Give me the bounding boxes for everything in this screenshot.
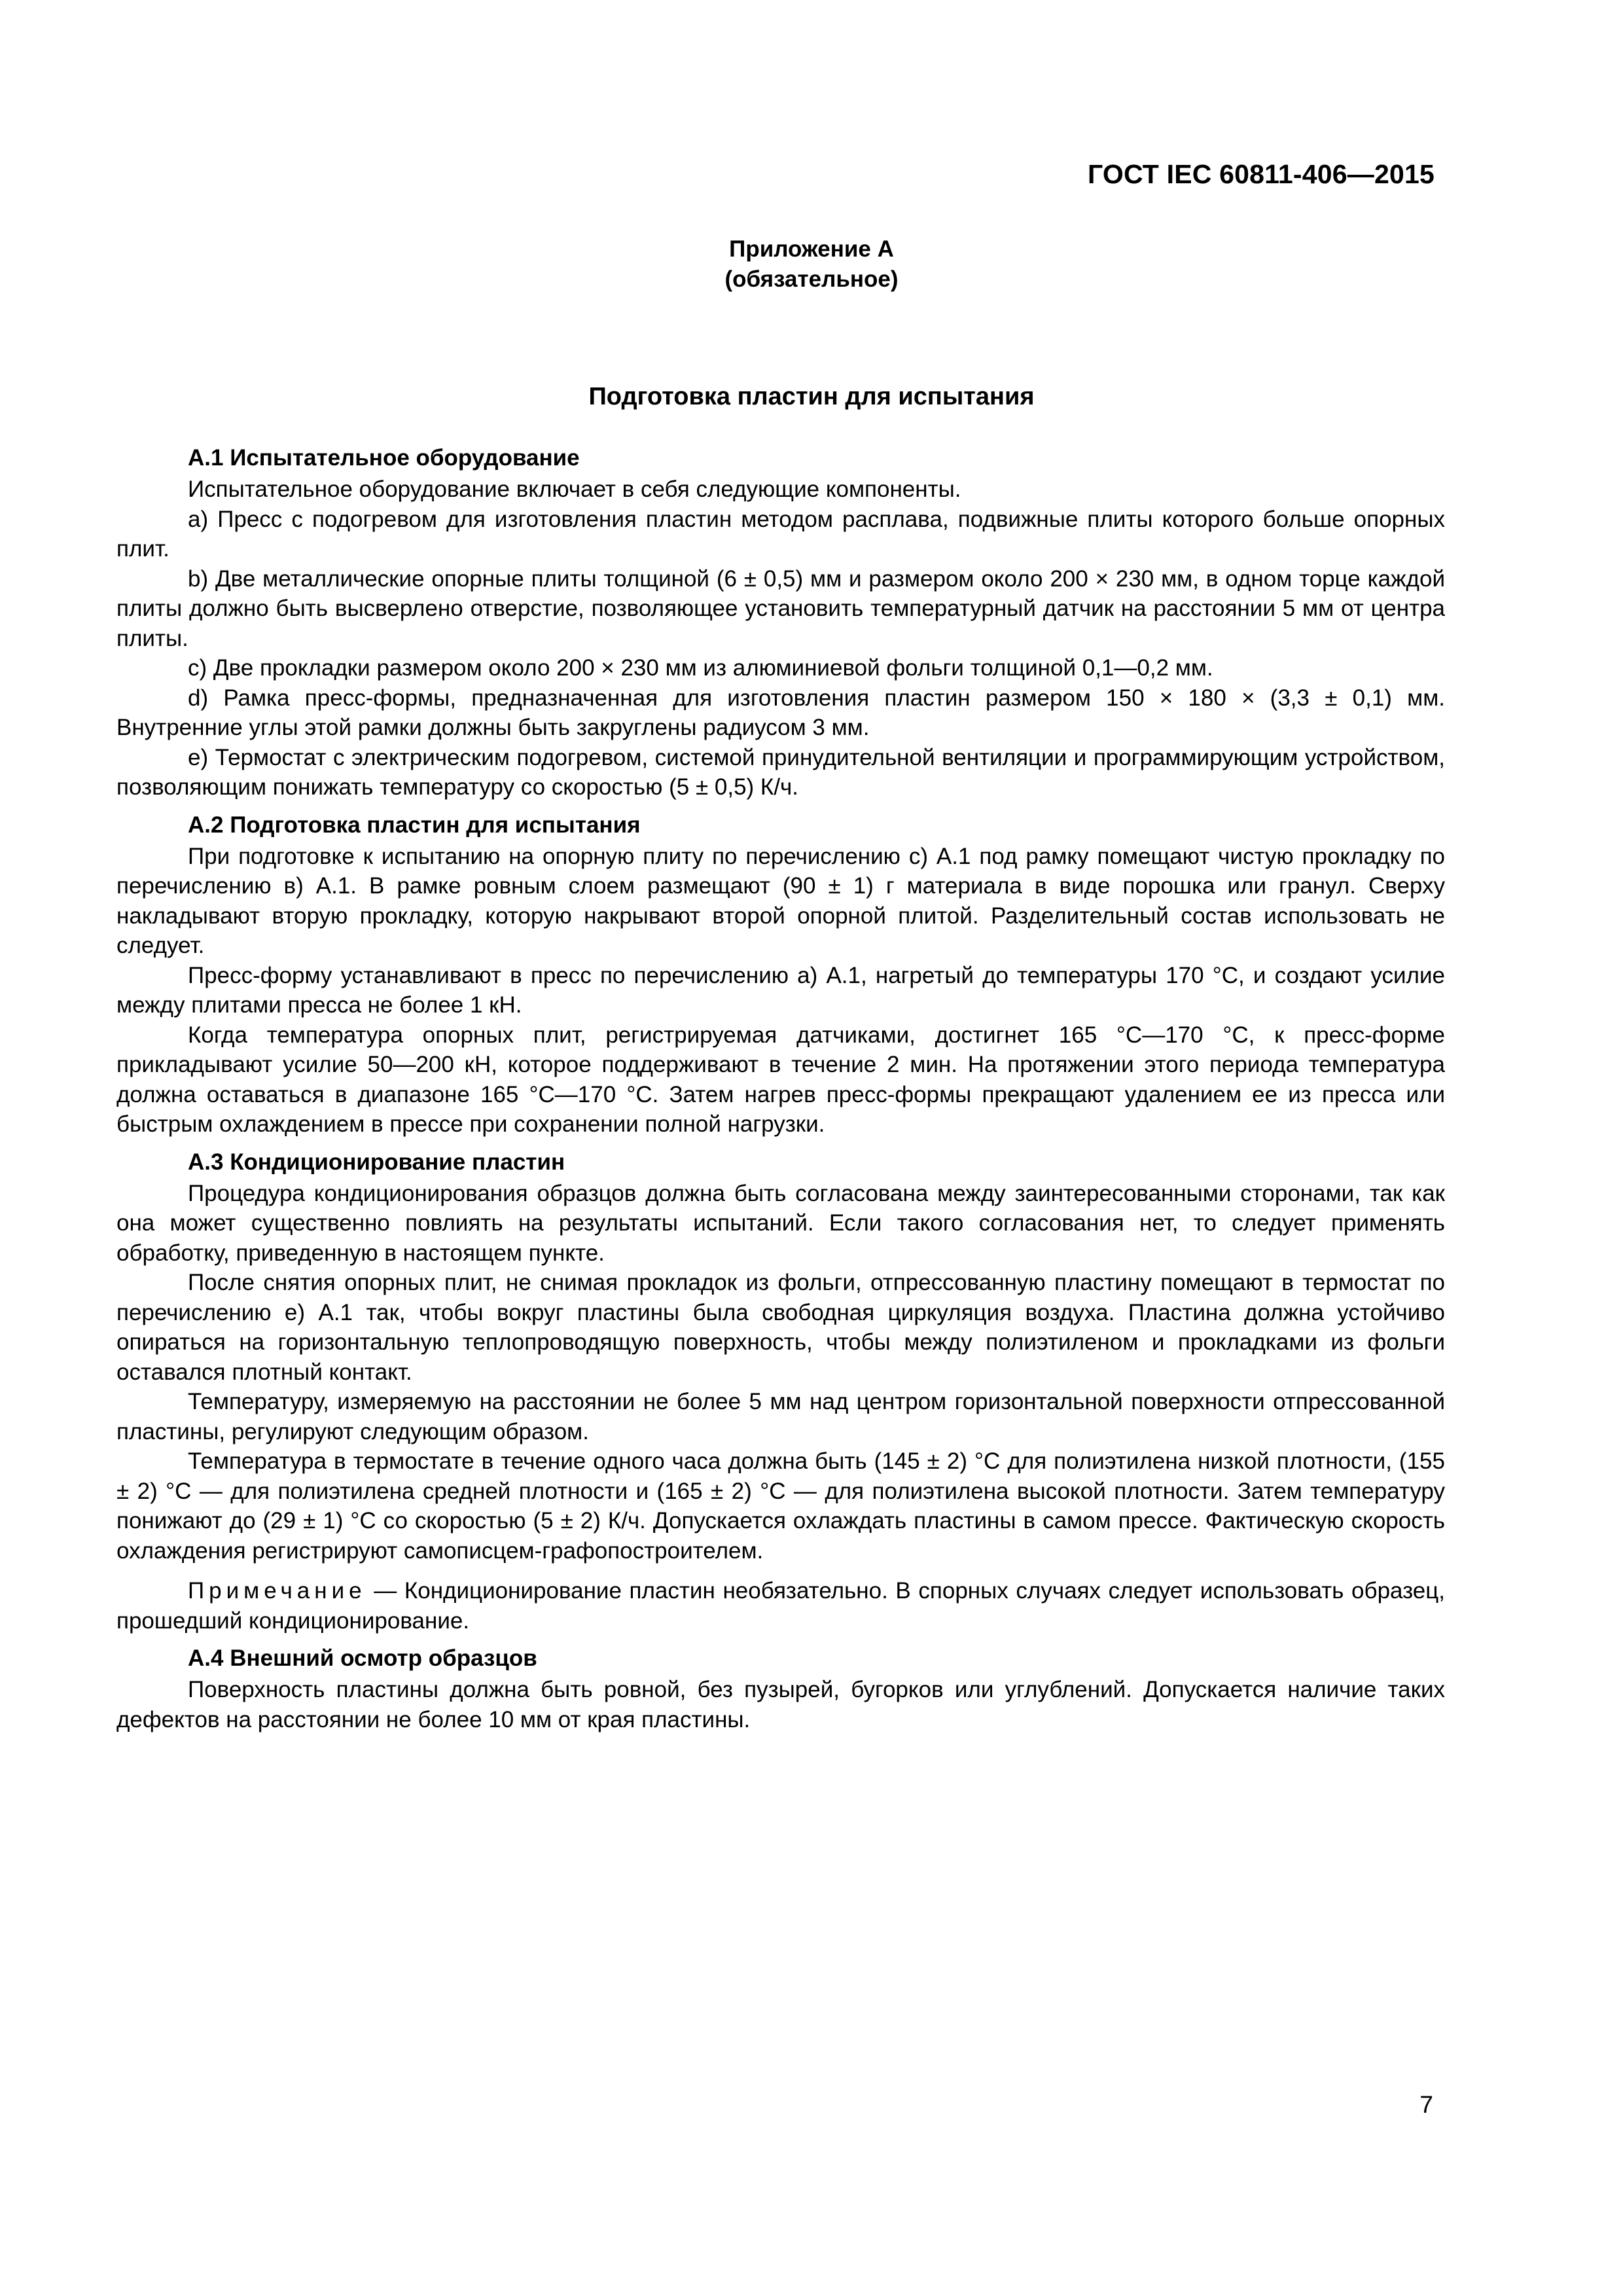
- paragraph: Пресс-форму устанавливают в пресс по перечислению а) А.1, нагретый до температуры 170 °С, и создают усилие между плитами пресса не более 1 кН.: [116, 962, 1445, 1018]
- list-item: c) Две прокладки размером около 200 × 230 мм из алюминиевой фольги толщиной 0,1—0,2 мм.: [188, 655, 1213, 681]
- list-item: d) Рамка пресс-формы, предназначенная для изготовления пластин размером 150 × 180 × (3,3 ± 0,1) мм. Внутренние углы этой рамки должны быть закруглены радиусом 3 мм.: [116, 685, 1445, 740]
- paragraph: При подготовке к испытанию на опорную плиту по перечислению c) А.1 под рамку помещают чистую прокладку по перечислению в) А.1. В рамке ровным слоем размещают (90 ± 1) г материала в виде порошка или гранул. Сверху накладывают вторую прокладку, которую накрывают второй опорной плитой. Разделительный состав использовать не следует.: [116, 843, 1445, 958]
- document-body: [116, 442, 1445, 1734]
- list-item: e) Термостат с электрическим подогревом, системой принудительной вентиляции и программирующим устройством, позволяющим понижать температуру со скоростью (5 ± 0,5) К/ч.: [116, 744, 1445, 800]
- paragraph: После снятия опорных плит, не снимая прокладок из фольги, отпрессованную пластину помещают в термостат по перечислению е) А.1 так, чтобы вокруг пластины была свободная циркуляция воздуха. Пластина должна устойчиво опираться на горизонтальную теплопроводящую поверхность, чтобы между полиэтиленом и прокладками из фольги оставался плотный контакт.: [116, 1270, 1445, 1385]
- paragraph: Когда температура опорных плит, регистрируемая датчиками, достигнет 165 °С—170 °С, к пресс-форме прикладывают усилие 50—200 кН, которое поддерживают в течение 2 мин. На протяжении этого периода температура должна оставаться в диапазоне 165 °С—170 °С. Затем нагрев пресс-формы прекращают удалением ее из пресса или быстрым охлаждением в прессе при сохранении полной нагрузки.: [116, 1022, 1445, 1137]
- section-heading: А.3 Кондиционирование пластин: [188, 1149, 565, 1175]
- annex-label: Приложение А: [729, 236, 894, 262]
- paragraph: Температура в термостате в течение одного часа должна быть (145 ± 2) °С для полиэтилена низкой плотности, (155 ± 2) °С — для полиэтилена средней плотности и (165 ± 2) °С — для полиэтилена высокой плотности. Затем температуру понижают до (29 ± 1) °С со скоростью (5 ± 2) К/ч. Допускается охлаждать пластины в самом прессе. Фактическую скорость охлаждения регистрируют самописцем-графопостроителем.: [116, 1448, 1445, 1564]
- note: [116, 1576, 1445, 1636]
- paragraph: Процедура кондиционирования образцов должна быть согласована между заинтересованными сторонами, так как она может существенно повлиять на результаты испытаний. Если такого согласования нет, то следует применять обработку, приведенную в настоящем пункте.: [116, 1180, 1445, 1266]
- document-code: ГОСТ IEC 60811-406—2015: [1088, 159, 1435, 189]
- section-a3: [116, 1146, 1445, 1636]
- section-a2: [116, 809, 1445, 1139]
- paragraph: Испытательное оборудование включает в себя следующие компоненты.: [188, 476, 961, 502]
- annex-block: [0, 234, 1623, 295]
- note-label: Примечание: [188, 1578, 366, 1604]
- section-heading: А.1 Испытательное оборудование: [188, 445, 580, 471]
- section-a4: [116, 1642, 1445, 1734]
- section-a1: [116, 442, 1445, 802]
- page-number: 7: [1419, 2091, 1433, 2118]
- note-text: — Кондиционирование пластин необязательно. В спорных случаях следует использовать образец, прошедший кондиционирование.: [116, 1578, 1445, 1634]
- paragraph: Поверхность пластины должна быть ровной, без пузырей, бугорков или углублений. Допускается наличие таких дефектов на расстоянии не более 10 мм от края пластины.: [116, 1677, 1445, 1732]
- annex-title: Подготовка пластин для испытания: [588, 383, 1035, 410]
- annex-status: (обязательное): [724, 266, 899, 292]
- list-item: a) Пресс с подогревом для изготовления пластин методом расплава, подвижные плиты которого больше опорных плит.: [116, 506, 1445, 562]
- paragraph: Температуру, измеряемую на расстоянии не более 5 мм над центром горизонтальной поверхности отпрессованной пластины, регулируют следующим образом.: [116, 1389, 1445, 1444]
- section-heading: А.4 Внешний осмотр образцов: [188, 1645, 537, 1671]
- list-item: b) Две металлические опорные плиты толщиной (6 ± 0,5) мм и размером около 200 × 230 мм, в одном торце каждой плиты должно быть высверлено отверстие, позволяющее установить температурный датчик на расстоянии 5 мм от центра плиты.: [116, 565, 1445, 651]
- section-heading: А.2 Подготовка пластин для испытания: [188, 812, 641, 838]
